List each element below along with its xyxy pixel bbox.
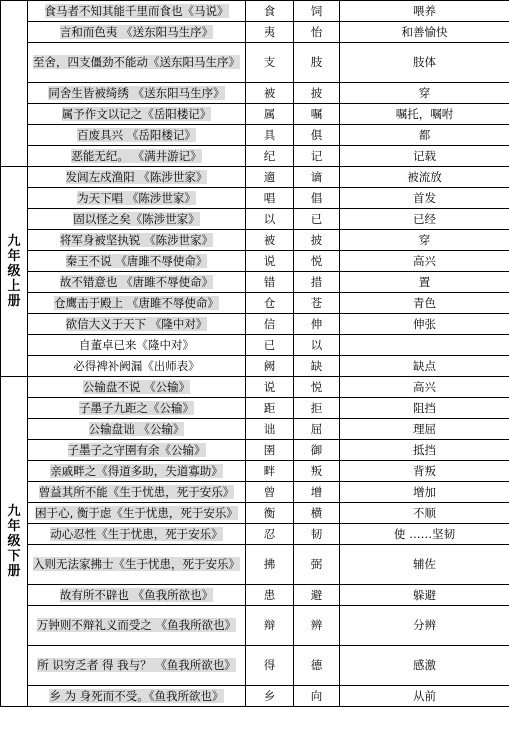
meaning-text: 和善愉快 (401, 24, 448, 39)
sentence-cell (28, 461, 246, 482)
table-row (1, 209, 509, 230)
sentence-cell (28, 440, 246, 461)
table-row (1, 43, 509, 83)
standard-char-text: 横 (310, 505, 323, 520)
standard-char-text: 增 (310, 484, 323, 499)
sentence-text: 至舍，四支僵劲不能动《送东阳马生序》 (33, 55, 240, 69)
grade-label: 九 年 级 下 册 (1, 377, 28, 707)
sentence-text: 固以怪之矣《陈涉世家》 (73, 211, 200, 226)
standard-char-cell (294, 272, 340, 293)
table-row (1, 104, 509, 125)
meaning-cell (340, 314, 509, 335)
standard-char-text: 叛 (310, 463, 323, 478)
table-row (1, 22, 509, 43)
standard-char-cell (294, 646, 340, 686)
sentence-cell (28, 83, 246, 104)
table-row (1, 419, 509, 440)
original-char-cell (246, 167, 294, 188)
standard-char-text: 已 (310, 211, 323, 226)
original-char-cell (246, 461, 294, 482)
meaning-text: 喂养 (413, 3, 436, 18)
table-row (1, 146, 509, 167)
standard-char-text: 御 (310, 442, 323, 457)
sentence-text: 故不错意也 《唐雎不辱使命》 (59, 274, 214, 289)
table-row (1, 606, 509, 646)
sentence-text: 言和而色夷 《送东阳马生序》 (59, 24, 214, 39)
table-row (1, 524, 509, 545)
meaning-cell (340, 356, 509, 377)
sentence-text: 自董卓已来《隆中对》 (79, 337, 194, 352)
table-row (1, 503, 509, 524)
sentence-cell (28, 272, 246, 293)
meaning-text: 使 ……坚韧 (393, 526, 456, 541)
table-row (1, 188, 509, 209)
standard-char-cell (294, 398, 340, 419)
standard-char-text: 倡 (310, 190, 323, 205)
original-char-cell (246, 43, 294, 83)
sentence-cell (28, 293, 246, 314)
meaning-text: 青色 (413, 295, 436, 310)
sentence-text: 动心忍性《生于忧患，死于安乐》 (50, 526, 223, 541)
meaning-cell (340, 524, 509, 545)
meaning-cell (340, 293, 509, 314)
meaning-text: 缺点 (413, 358, 436, 373)
standard-char-text: 饲 (310, 3, 323, 18)
meaning-cell (340, 585, 509, 606)
sentence-cell (28, 251, 246, 272)
sentence-cell (28, 104, 246, 125)
original-char-cell (246, 1, 294, 22)
standard-char-cell (294, 209, 340, 230)
standard-char-cell (294, 230, 340, 251)
original-char-text: 唱 (263, 190, 276, 205)
standard-char-text: 措 (310, 274, 323, 289)
standard-char-cell (294, 503, 340, 524)
table-row (1, 83, 509, 104)
standard-char-text: 弼 (310, 557, 323, 571)
meaning-text: 肢体 (413, 55, 436, 69)
table-row (1, 125, 509, 146)
meaning-text: 被流放 (407, 169, 442, 184)
original-char-text: 畔 (263, 463, 276, 478)
meaning-text: 高兴 (413, 379, 436, 394)
original-char-text: 食 (263, 3, 276, 18)
meaning-text: 增加 (413, 484, 436, 499)
sentence-text: 仓鹰击于殿上 《唐雎不辱使命》 (54, 295, 219, 310)
original-char-cell (246, 482, 294, 503)
sentence-cell (28, 377, 246, 398)
original-char-cell (246, 125, 294, 146)
standard-char-cell (294, 293, 340, 314)
original-char-cell (246, 585, 294, 606)
meaning-text: 记载 (413, 148, 436, 163)
standard-char-text: 德 (310, 658, 323, 672)
standard-char-text: 俱 (310, 127, 323, 142)
meaning-cell (340, 272, 509, 293)
sentence-text: 秦王不说 《唐雎不辱使命》 (65, 253, 208, 268)
original-char-text: 仓 (263, 295, 276, 310)
sentence-cell (28, 146, 246, 167)
sentence-text: 入则无法家拂士《生于忧患，死于安乐》 (33, 557, 240, 571)
meaning-cell (340, 83, 509, 104)
standard-char-text: 韧 (310, 526, 323, 541)
sentence-cell (28, 167, 246, 188)
standard-char-text: 披 (310, 85, 323, 100)
standard-char-text: 嘱 (310, 106, 323, 121)
meaning-cell (340, 1, 509, 22)
standard-char-text: 避 (310, 587, 323, 602)
sentence-cell (28, 356, 246, 377)
original-char-cell (246, 503, 294, 524)
standard-char-text: 伸 (310, 316, 323, 331)
original-char-cell (246, 356, 294, 377)
original-char-text: 说 (263, 253, 276, 268)
standard-char-cell (294, 125, 340, 146)
original-char-cell (246, 377, 294, 398)
table-row (1, 251, 509, 272)
standard-char-cell (294, 251, 340, 272)
original-char-text: 得 (263, 658, 276, 672)
sentence-cell (28, 125, 246, 146)
sentence-cell (28, 209, 246, 230)
original-char-text: 乡 (263, 688, 276, 703)
meaning-text: 感激 (413, 658, 436, 672)
standard-char-text: 披 (310, 232, 323, 247)
standard-char-text: 谪 (310, 169, 323, 184)
original-char-cell (246, 272, 294, 293)
standard-char-cell (294, 335, 340, 356)
original-char-cell (246, 606, 294, 646)
sentence-text: 欲信大义于天下 《隆中对》 (65, 316, 208, 331)
standard-char-cell (294, 146, 340, 167)
original-char-text: 拂 (263, 557, 276, 571)
meaning-cell (340, 209, 509, 230)
sentence-text: 乡 为 身死而不受。《鱼我所欲也》 (49, 688, 224, 703)
standard-char-text: 肢 (310, 55, 323, 69)
meaning-cell (340, 43, 509, 83)
sentence-cell (28, 646, 246, 686)
meaning-cell (340, 440, 509, 461)
sentence-cell (28, 335, 246, 356)
meaning-text: 高兴 (413, 253, 436, 268)
standard-char-cell (294, 585, 340, 606)
original-char-text: 错 (263, 274, 276, 289)
sentence-text: 公输盘诎 《公输》 (88, 421, 185, 436)
standard-char-cell (294, 314, 340, 335)
original-char-cell (246, 83, 294, 104)
original-char-text: 距 (263, 400, 276, 415)
sentence-cell (28, 1, 246, 22)
standard-char-cell (294, 167, 340, 188)
sentence-cell (28, 188, 246, 209)
table-row (1, 314, 509, 335)
original-char-text: 阙 (263, 358, 276, 373)
table-body (1, 1, 509, 707)
sentence-text: 万钟则不辩礼义而受之 《鱼我所欲也》 (36, 618, 237, 632)
grade-label: 九 年 级 上 册 (1, 167, 28, 377)
standard-char-text: 以 (310, 337, 323, 352)
original-char-text: 衡 (263, 505, 276, 520)
sentence-text: 曾益其所不能《生于忧患，死于安乐》 (38, 484, 235, 499)
original-char-text: 夷 (263, 24, 276, 39)
meaning-text: 不顺 (413, 505, 436, 520)
original-char-text: 辩 (263, 618, 276, 632)
original-char-text: 被 (263, 232, 276, 247)
original-char-text: 纪 (263, 148, 276, 163)
original-char-text: 诎 (263, 421, 276, 436)
sentence-cell (28, 482, 246, 503)
meaning-cell (340, 646, 509, 686)
table-row (1, 293, 509, 314)
original-char-cell (246, 545, 294, 585)
standard-char-text: 怡 (310, 24, 323, 39)
meaning-text: 背叛 (413, 463, 436, 478)
meaning-text: 理屈 (413, 421, 436, 436)
sentence-text: 恶能无纪。 《满井游记》 (71, 148, 202, 163)
table-row (1, 1, 509, 22)
table-row (1, 461, 509, 482)
sentence-text: 发闾左戍渔阳 《陈涉世家》 (65, 169, 208, 184)
sentence-cell (28, 22, 246, 43)
original-char-text: 信 (263, 316, 276, 331)
meaning-cell (340, 188, 509, 209)
standard-char-cell (294, 545, 340, 585)
sentence-cell (28, 524, 246, 545)
table-row (1, 167, 509, 188)
original-char-cell (246, 524, 294, 545)
original-char-text: 適 (263, 169, 276, 184)
table-row (1, 230, 509, 251)
meaning-text: 伸张 (413, 316, 436, 331)
sentence-text: 亲戚畔之《得道多助，失道寡助》 (50, 463, 223, 478)
meaning-text: 都 (418, 127, 431, 142)
sentence-cell (28, 230, 246, 251)
original-char-text: 已 (263, 337, 276, 352)
sentence-text: 同舍生皆被绮绣 《送东阳马生序》 (48, 85, 225, 100)
sentence-text: 必得裨补阙漏《出师表》 (73, 358, 200, 373)
original-char-cell (246, 230, 294, 251)
sentence-cell (28, 398, 246, 419)
sentence-cell (28, 686, 246, 707)
standard-char-cell (294, 482, 340, 503)
grade-label (1, 1, 28, 167)
original-char-cell (246, 104, 294, 125)
sentence-text: 子墨子之守圉有余《公输》 (67, 442, 206, 457)
sentence-text: 百废具兴 《岳阳楼记》 (77, 127, 196, 142)
standard-char-text: 缺 (310, 358, 323, 373)
standard-char-text: 向 (310, 688, 323, 703)
meaning-cell (340, 398, 509, 419)
meaning-cell (340, 146, 509, 167)
sentence-text: 所 识穷乏者 得 我与？ 《鱼我所欲也》 (37, 658, 236, 672)
standard-char-cell (294, 43, 340, 83)
meaning-cell (340, 251, 509, 272)
sentence-text: 食马者不知其能千里而食也《马说》 (44, 3, 229, 18)
standard-char-text: 屈 (310, 421, 323, 436)
standard-char-text: 拒 (310, 400, 323, 415)
meaning-text: 穿 (418, 85, 431, 100)
table-row (1, 545, 509, 585)
original-char-text: 圉 (263, 442, 276, 457)
standard-char-text: 苍 (310, 295, 323, 310)
original-char-cell (246, 293, 294, 314)
sentence-text: 子墨子九距之《公输》 (79, 400, 194, 415)
meaning-cell (340, 461, 509, 482)
table-row (1, 356, 509, 377)
table-row (1, 377, 509, 398)
table-row (1, 482, 509, 503)
standard-char-cell (294, 104, 340, 125)
sentence-text: 将军身被坚执锐 《陈涉世家》 (59, 232, 214, 247)
original-char-cell (246, 251, 294, 272)
table-row (1, 585, 509, 606)
sentence-text: 公输盘不说 《公输》 (82, 379, 191, 394)
standard-char-cell (294, 377, 340, 398)
sentence-text: 故有所不辟也 《鱼我所欲也》 (59, 587, 214, 602)
standard-char-cell (294, 461, 340, 482)
original-char-cell (246, 419, 294, 440)
sentence-cell (28, 545, 246, 585)
original-char-cell (246, 188, 294, 209)
original-char-text: 具 (263, 127, 276, 142)
meaning-text: 分辨 (413, 618, 436, 632)
original-char-text: 说 (263, 379, 276, 394)
standard-char-cell (294, 524, 340, 545)
meaning-cell (340, 335, 509, 356)
meaning-text: 抵挡 (413, 442, 436, 457)
meaning-cell (340, 482, 509, 503)
original-char-text: 被 (263, 85, 276, 100)
original-char-text: 属 (263, 106, 276, 121)
meaning-text: 从前 (413, 688, 436, 703)
meaning-cell (340, 104, 509, 125)
original-char-cell (246, 646, 294, 686)
original-char-text: 以 (263, 211, 276, 226)
meaning-cell (340, 503, 509, 524)
meaning-cell (340, 606, 509, 646)
original-char-text: 忍 (263, 526, 276, 541)
sentence-cell (28, 43, 246, 83)
sentence-cell (28, 585, 246, 606)
sentence-cell (28, 606, 246, 646)
standard-char-cell (294, 686, 340, 707)
meaning-text: 置 (418, 274, 431, 289)
standard-char-cell (294, 22, 340, 43)
table-row (1, 440, 509, 461)
original-char-cell (246, 146, 294, 167)
meaning-cell (340, 230, 509, 251)
original-char-cell (246, 398, 294, 419)
table-row (1, 646, 509, 686)
standard-char-cell (294, 83, 340, 104)
original-char-cell (246, 314, 294, 335)
meaning-text: 已经 (413, 211, 436, 226)
standard-char-cell (294, 188, 340, 209)
sentence-text: 属予作文以记之《岳阳楼记》 (61, 106, 212, 121)
standard-char-cell (294, 440, 340, 461)
meaning-cell (340, 167, 509, 188)
original-char-text: 曾 (263, 484, 276, 499)
original-char-text: 支 (263, 55, 276, 69)
sentence-text: 为天下唱 《陈涉世家》 (77, 190, 196, 205)
meaning-text: 穿 (418, 232, 431, 247)
meaning-cell (340, 545, 509, 585)
original-char-cell (246, 686, 294, 707)
meaning-text: 嘱托，嘱咐 (395, 106, 454, 121)
sentence-cell (28, 503, 246, 524)
meaning-cell (340, 377, 509, 398)
sentence-cell (28, 314, 246, 335)
original-char-cell (246, 335, 294, 356)
meaning-cell (340, 125, 509, 146)
standard-char-text: 悦 (310, 379, 323, 394)
original-char-cell (246, 22, 294, 43)
standard-char-cell (294, 1, 340, 22)
table-row (1, 335, 509, 356)
sentence-text: 困于心, 衡于虑《生于忧患，死于安乐》 (35, 505, 238, 520)
standard-char-cell (294, 606, 340, 646)
standard-char-text: 辨 (310, 618, 323, 632)
table-row (1, 398, 509, 419)
meaning-text: 躲避 (413, 587, 436, 602)
meaning-cell (340, 419, 509, 440)
sentence-cell (28, 419, 246, 440)
standard-char-cell (294, 356, 340, 377)
standard-char-text: 记 (310, 148, 323, 163)
meaning-text: 阻挡 (413, 400, 436, 415)
original-char-cell (246, 440, 294, 461)
table-row (1, 686, 509, 707)
meaning-text: 首发 (413, 190, 436, 205)
meaning-cell (340, 686, 509, 707)
table-row (1, 272, 509, 293)
meaning-text: 辅佐 (413, 557, 436, 571)
standard-char-cell (294, 419, 340, 440)
standard-char-text: 悦 (310, 253, 323, 268)
original-char-text: 患 (263, 587, 276, 602)
meaning-cell (340, 22, 509, 43)
original-char-cell (246, 209, 294, 230)
